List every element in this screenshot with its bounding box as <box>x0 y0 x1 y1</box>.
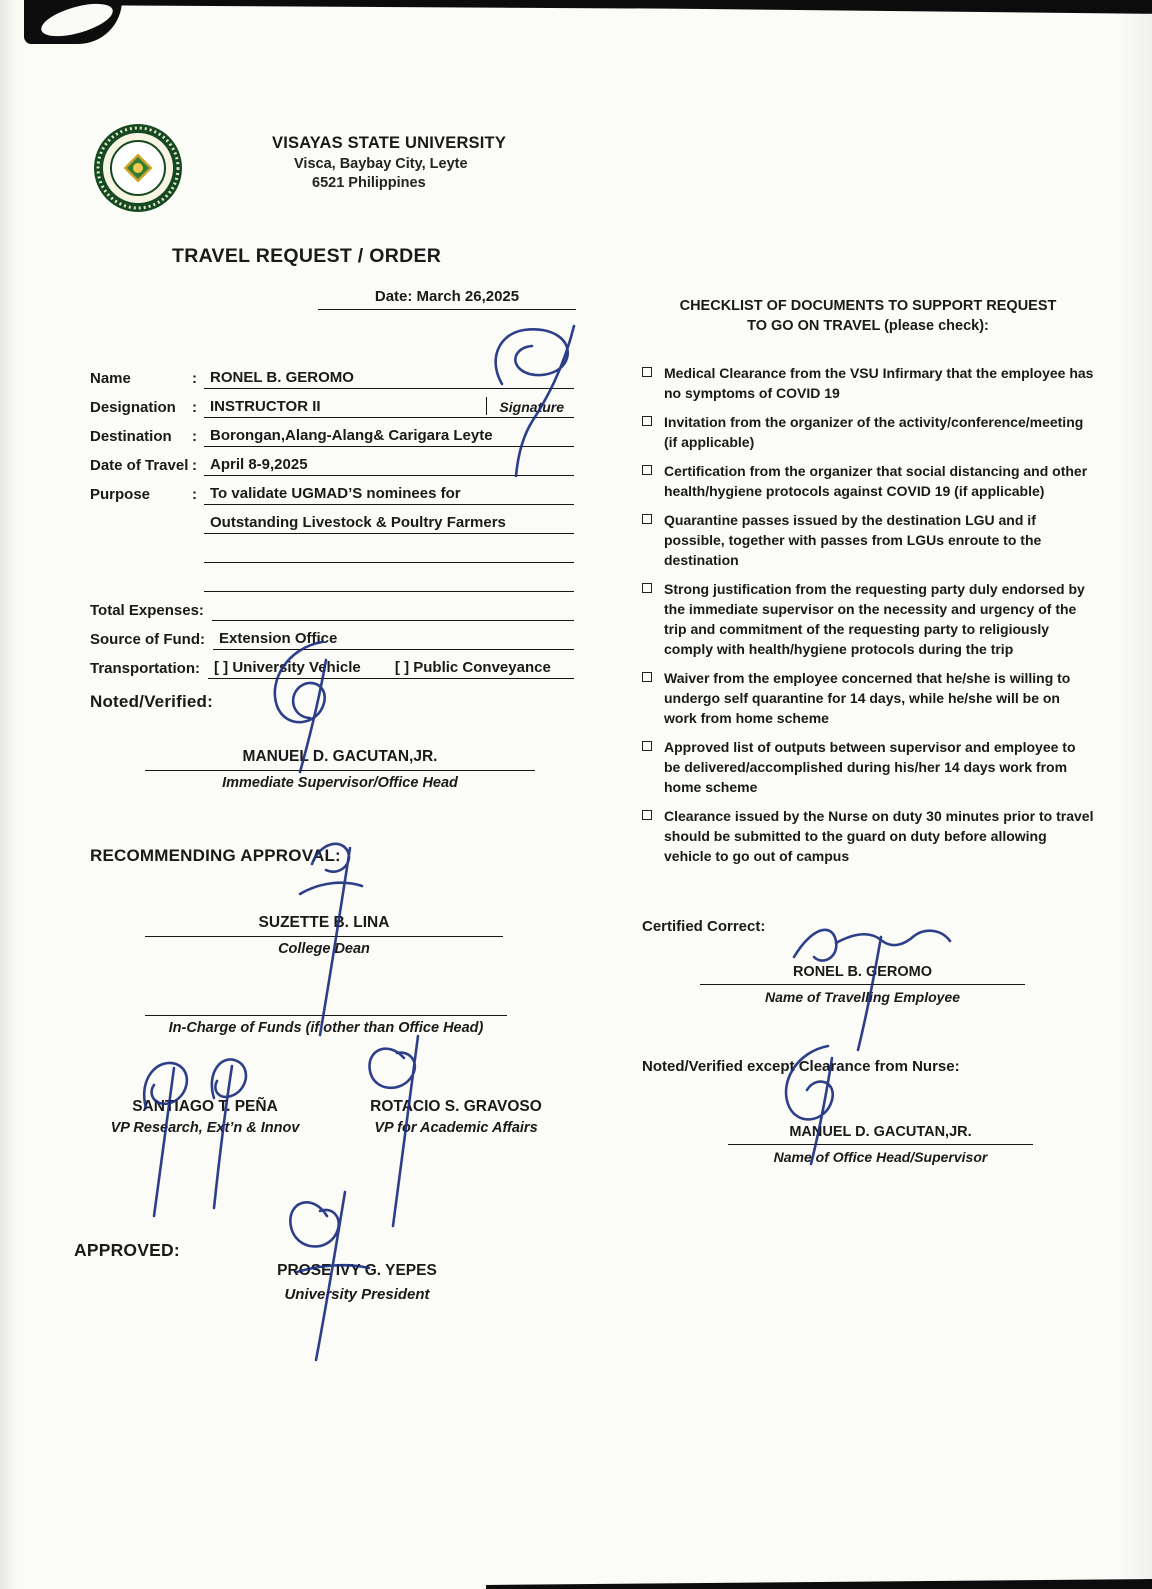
vp-research-block <box>90 1098 320 1136</box>
scan-artifact-bottom-bar <box>486 1579 1152 1589</box>
source-of-fund-value: Extension Office <box>213 630 574 650</box>
checklist-item-text: Waiver from the employee concerned that he/she is willing to undergo self quarantine for 14 days, while he/she will be on work from home scheme <box>664 669 1071 726</box>
scan-artifact-corner-fold <box>24 0 122 44</box>
in-charge-of-funds-block <box>145 1000 507 1036</box>
transportation-option-university-vehicle: [ ] University Vehicle <box>214 659 361 676</box>
noted-except-nurse-label: Noted/Verified except Clearance from Nurse: <box>642 1058 960 1075</box>
destination-row <box>90 418 574 447</box>
checklist-item <box>642 737 1094 797</box>
travelling-employee-block <box>700 964 1025 1005</box>
office-head-block <box>728 1124 1033 1165</box>
checkbox-icon <box>642 741 652 751</box>
colon: : <box>192 486 197 503</box>
name-value: RONEL B. GEROMO <box>204 369 574 389</box>
date-of-travel-row <box>90 447 574 476</box>
checklist-title-line2: TO GO ON TRAVEL (please check): <box>747 318 989 335</box>
name-label: Name <box>90 370 131 387</box>
recommending-approval-label: RECOMMENDING APPROVAL: <box>90 846 341 865</box>
source-of-fund-label: Source of Fund: <box>90 631 205 648</box>
supervisor-title: Immediate Supervisor/Office Head <box>222 775 458 791</box>
checklist-item <box>642 579 1094 659</box>
page-title: TRAVEL REQUEST / ORDER <box>172 245 442 267</box>
date-of-travel-label: Date of Travel <box>90 457 189 474</box>
checklist-item <box>642 806 1094 866</box>
certified-correct-label: Certified Correct: <box>642 918 766 935</box>
checkbox-icon <box>642 367 652 377</box>
checkbox-icon <box>642 416 652 426</box>
transportation-options <box>208 659 574 679</box>
checklist-item <box>642 668 1094 728</box>
purpose-label: Purpose <box>90 486 151 503</box>
date-of-travel-value: April 8-9,2025 <box>204 456 574 476</box>
office-head-caption: Name of Office Head/Supervisor <box>773 1149 988 1165</box>
colon: : <box>192 399 197 416</box>
checkbox-icon <box>642 672 652 682</box>
vp-research-title: VP Research, Ext’n & Innov <box>110 1120 300 1136</box>
university-seal-icon <box>92 122 184 214</box>
vp-academic-title: VP for Academic Affairs <box>374 1120 538 1136</box>
checklist-items <box>642 363 1094 866</box>
checklist-item <box>642 363 1094 403</box>
blank-line <box>204 589 574 592</box>
university-address-line1: Visca, Baybay City, Leyte <box>294 156 468 172</box>
dean-signature-block <box>145 914 503 957</box>
university-address-line2: 6521 Philippines <box>312 175 426 191</box>
vp-research-name: SANTIAGO T. PEÑA <box>132 1098 278 1115</box>
dean-title: College Dean <box>278 941 370 957</box>
checkbox-icon <box>642 465 652 475</box>
designation-label: Designation <box>90 399 176 416</box>
scan-artifact-top-bar <box>106 0 1152 15</box>
transportation-label: Transportation: <box>90 660 201 677</box>
total-expenses-label: Total Expenses: <box>90 602 204 619</box>
signature-caption: Signature <box>486 397 574 415</box>
purpose-value-line1: To validate UGMAD’S nominees for <box>204 485 574 505</box>
president-name: PROSE IVY G. YEPES <box>277 1262 437 1279</box>
destination-label: Destination <box>90 428 172 445</box>
checklist-title <box>642 296 1094 337</box>
colon: : <box>192 428 197 445</box>
in-charge-caption: In-Charge of Funds (if other than Office Head) <box>168 1020 484 1036</box>
checklist-section <box>642 296 1094 875</box>
travel-request-form <box>90 360 574 679</box>
checklist-item-text: Certification from the organizer that social distancing and other health/hygiene protocols against COVID 19 (if applicable) <box>664 462 1088 499</box>
total-expenses-row <box>90 592 574 621</box>
checkbox-icon <box>642 514 652 524</box>
blank-line <box>204 560 574 563</box>
designation-row <box>90 389 574 418</box>
dean-name: SUZETTE B. LINA <box>145 914 503 937</box>
university-name: VISAYAS STATE UNIVERSITY <box>272 134 507 152</box>
checklist-item <box>642 461 1094 501</box>
checkbox-icon <box>642 583 652 593</box>
source-of-fund-row <box>90 621 574 650</box>
checklist-item-text: Medical Clearance from the VSU Infirmary that the employee has no symptoms of COVID 19 <box>664 364 1094 401</box>
office-head-name: MANUEL D. GACUTAN,JR. <box>728 1124 1033 1145</box>
designation-value: INSTRUCTOR II <box>210 398 321 415</box>
in-charge-signature-line <box>145 1000 507 1016</box>
checklist-item <box>642 412 1094 452</box>
blank-row <box>90 563 574 592</box>
transportation-row <box>90 650 574 679</box>
supervisor-signature-block <box>145 748 535 791</box>
total-expenses-value <box>212 618 574 621</box>
destination-value: Borongan,Alang-Alang& Carigara Leyte <box>204 427 574 447</box>
vp-academic-block <box>336 1098 576 1136</box>
purpose-row <box>90 476 574 505</box>
vp-academic-name: ROTACIO S. GRAVOSO <box>370 1098 542 1115</box>
supervisor-name: MANUEL D. GACUTAN,JR. <box>145 748 535 771</box>
president-title: University President <box>284 1286 430 1303</box>
designation-value-cell <box>204 397 574 418</box>
colon: : <box>192 370 197 387</box>
checklist-item-text: Clearance issued by the Nurse on duty 30 minutes prior to travel should be submitted to the guard on duty before allowing vehicle to go out of campus <box>664 807 1094 864</box>
transportation-option-public-conveyance: [ ] Public Conveyance <box>394 659 551 676</box>
vice-presidents-block <box>90 1098 576 1136</box>
approved-label: APPROVED: <box>74 1240 180 1260</box>
colon: : <box>192 457 197 474</box>
checklist-item-text: Strong justification from the requesting party duly endorsed by the immediate supervisor on the necessity and urgency of the trip and commitment of the requesting party to religiously comply with health/hygiene protocols during the trip <box>664 580 1085 657</box>
president-signature-block <box>248 1262 466 1303</box>
checklist-item-text: Invitation from the organizer of the activity/conference/meeting (if applicable) <box>664 413 1084 450</box>
date-field: Date: March 26,2025 <box>318 288 576 310</box>
blank-row <box>90 534 574 563</box>
purpose-value-line2: Outstanding Livestock & Poultry Farmers <box>204 514 574 534</box>
checklist-item <box>642 510 1094 570</box>
purpose-row-2 <box>90 505 574 534</box>
checklist-item-text: Quarantine passes issued by the destination LGU and if possible, together with passes from LGUs enroute to the destination <box>664 511 1042 568</box>
checklist-title-line1: CHECKLIST OF DOCUMENTS TO SUPPORT REQUEST <box>679 298 1057 314</box>
name-row <box>90 360 574 389</box>
travelling-employee-name: RONEL B. GEROMO <box>700 964 1025 985</box>
noted-verified-label: Noted/Verified: <box>90 692 213 711</box>
checkbox-icon <box>642 810 652 820</box>
letterhead <box>272 134 506 191</box>
travelling-employee-caption: Name of Travelling Employee <box>764 989 961 1005</box>
checklist-item-text: Approved list of outputs between supervisor and employee to be delivered/accomplished during his/her 14 days work from home scheme <box>664 738 1076 795</box>
